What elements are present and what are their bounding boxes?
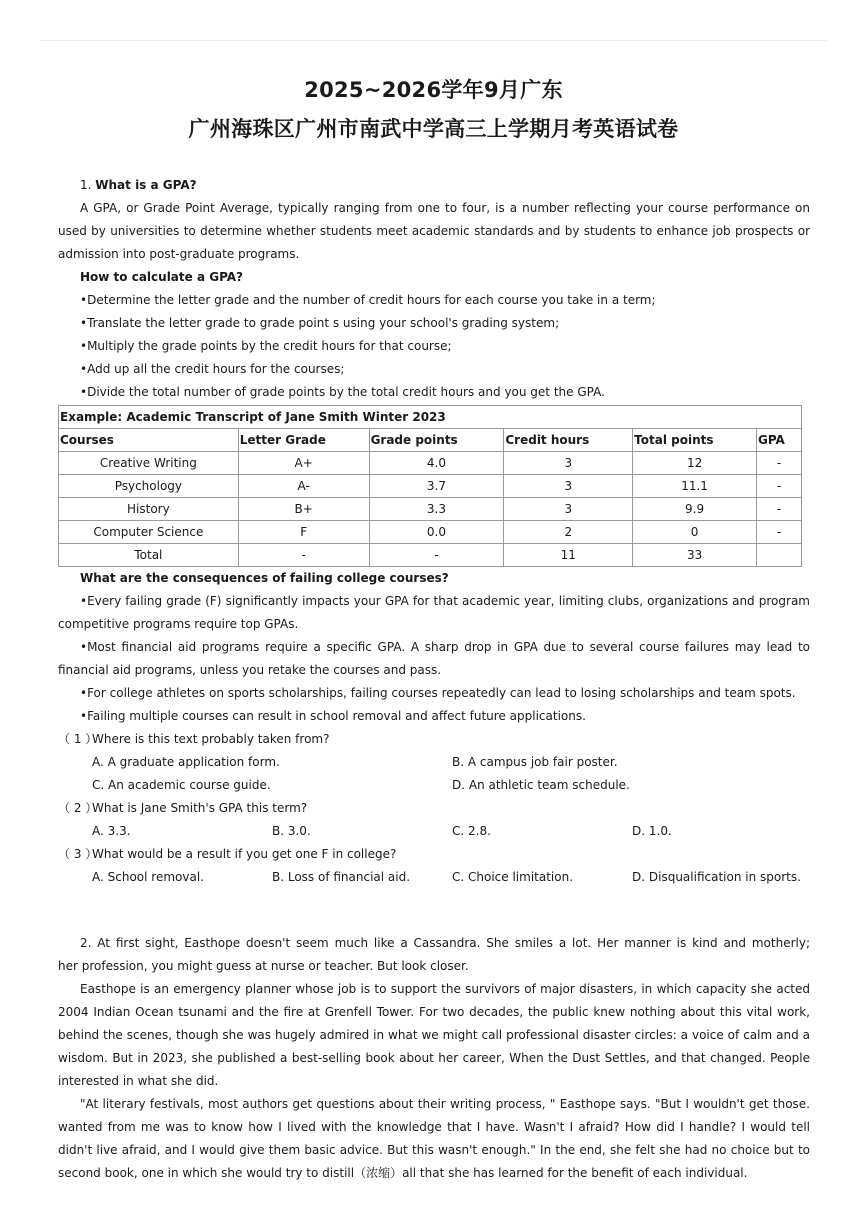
table-cell: Total [59, 544, 239, 567]
question-text: What is Jane Smith's GPA this term? [92, 801, 308, 815]
table-cell: - [369, 544, 504, 567]
transcript-table [58, 405, 802, 567]
table-cell: F [238, 521, 369, 544]
question-3 [58, 843, 810, 866]
consequence-line: •Most financial aid programs require a specific GPA. A sharp drop in GPA due to several course failures may lead to [80, 640, 810, 654]
answer-option[interactable]: D. An athletic team schedule. [452, 778, 630, 792]
column-header: Courses [59, 429, 239, 452]
table-cell: 3.7 [369, 475, 504, 498]
table-cell: 12 [633, 452, 757, 475]
table-row [59, 475, 802, 498]
table-cell: History [59, 498, 239, 521]
question-1-options-row [58, 751, 810, 774]
passage-title: What is a GPA? [95, 178, 197, 192]
question-1 [58, 728, 810, 751]
answer-option[interactable]: D. Disqualification in sports. [632, 870, 801, 884]
question-1-options-row [58, 774, 810, 797]
table-cell: - [757, 521, 802, 544]
column-header: Letter Grade [238, 429, 369, 452]
table-cell: 4.0 [369, 452, 504, 475]
table-cell: 11 [504, 544, 633, 567]
passage-number: 1. [80, 178, 92, 192]
step-item: •Add up all the credit hours for the courses; [80, 362, 345, 376]
table-cell: 0.0 [369, 521, 504, 544]
section-spacer [58, 889, 810, 932]
table-cell: A+ [238, 452, 369, 475]
step-item: •Divide the total number of grade points by the total credit hours and you get the GPA. [80, 385, 605, 399]
passage2-line: Easthope is an emergency planner whose job is to support the survivors of major disasters, in which capacity she acted [80, 982, 810, 996]
table-cell: 3 [504, 475, 633, 498]
step-item: •Multiply the grade points by the credit hours for that course; [80, 339, 452, 353]
question-2 [58, 797, 810, 820]
question-number: （ 1 ） [58, 732, 98, 746]
table-cell: - [238, 544, 369, 567]
passage2-line: interested in what she did. [58, 1074, 219, 1088]
table-header-row [59, 429, 802, 452]
answer-option[interactable]: D. 1.0. [632, 824, 672, 838]
passage2-line: 2. At first sight, Easthope doesn't seem much like a Cassandra. She smiles a lot. Her manner is kind and motherly; [80, 936, 810, 950]
question-number: （ 3 ） [58, 847, 98, 861]
answer-option[interactable]: B. 3.0. [272, 824, 311, 838]
question-text: Where is this text probably taken from? [92, 732, 330, 746]
answer-option[interactable]: A. A graduate application form. [92, 755, 280, 769]
table-row [59, 498, 802, 521]
consequence-line: •Failing multiple courses can result in school removal and affect future applications. [80, 709, 586, 723]
step-item: •Determine the letter grade and the number of credit hours for each course you take in a term; [80, 293, 656, 307]
answer-option[interactable]: C. 2.8. [452, 824, 491, 838]
table-cell: Creative Writing [59, 452, 239, 475]
table-cell [757, 544, 802, 567]
consequences-heading: What are the consequences of failing college courses? [80, 571, 449, 585]
answer-option[interactable]: B. A campus job fair poster. [452, 755, 618, 769]
table-cell: - [757, 498, 802, 521]
table-cell: 3.3 [369, 498, 504, 521]
intro-line: A GPA, or Grade Point Average, typically ranging from one to four, is a number reflecting your course performance on [80, 201, 810, 215]
passage1-heading [58, 174, 810, 197]
consequence-line: •Every failing grade (F) significantly impacts your GPA for that academic year, limiting clubs, organizations and program [80, 594, 810, 608]
column-header: GPA [757, 429, 802, 452]
answer-option[interactable]: C. Choice limitation. [452, 870, 574, 884]
column-header: Total points [633, 429, 757, 452]
intro-line: admission into post-graduate programs. [58, 247, 300, 261]
page-title-line2: 广州海珠区广州市南武中学高三上学期月考英语试卷 [188, 117, 679, 141]
answer-option[interactable]: A. 3.3. [92, 824, 131, 838]
passage2-line: "At literary festivals, most authors get questions about their writing process, " Easthope says. "But I wouldn't get those. [80, 1097, 810, 1111]
table-cell: 3 [504, 498, 633, 521]
table-cell: - [757, 475, 802, 498]
table-cell: 9.9 [633, 498, 757, 521]
table-total-row [59, 544, 802, 567]
table-caption: Example: Academic Transcript of Jane Smith Winter 2023 [59, 406, 802, 429]
passage2-line: wisdom. But in 2023, she published a best-selling book about her career, When the Dust Settles, and that changed. People [58, 1051, 810, 1065]
howto-heading: How to calculate a GPA? [80, 270, 244, 284]
table-row [59, 452, 802, 475]
answer-option[interactable]: A. School removal. [92, 870, 204, 884]
table-cell: Computer Science [59, 521, 239, 544]
passage2-line: second book, one in which she would try to distill（浓缩）all that she has learned for the benefit of each individual. [58, 1166, 748, 1180]
answer-option[interactable]: C. An academic course guide. [92, 778, 271, 792]
passage2-line: wanted from me was to know how I lived with the knowledge that I have. Wasn't I afraid? How did I handle? I would tell [58, 1120, 810, 1134]
passage2-line: behind the scenes, though she was hugely admired in what we might call professional disaster circles: a voice of calm and a [58, 1028, 810, 1042]
consequence-line: competitive programs require top GPAs. [58, 617, 299, 631]
table-cell: - [757, 452, 802, 475]
question-number: （ 2 ） [58, 801, 98, 815]
top-divider [40, 40, 827, 41]
table-cell: A- [238, 475, 369, 498]
column-header: Grade points [369, 429, 504, 452]
question-text: What would be a result if you get one F in college? [92, 847, 397, 861]
table-cell: Psychology [59, 475, 239, 498]
consequence-line: financial aid programs, unless you retake the courses and pass. [58, 663, 442, 677]
passage2-line: 2004 Indian Ocean tsunami and the fire at Grenfell Tower. For two decades, the public knew nothing about this vital work, [58, 1005, 810, 1019]
table-cell: 2 [504, 521, 633, 544]
column-header: Credit hours [504, 429, 633, 452]
table-cell: 0 [633, 521, 757, 544]
table-row [59, 521, 802, 544]
consequence-line: •For college athletes on sports scholarships, failing courses repeatedly can lead to losing scholarships and team spots. [80, 686, 796, 700]
table-cell: B+ [238, 498, 369, 521]
question-3-options-row [58, 866, 810, 889]
step-item: •Translate the letter grade to grade point s using your school's grading system; [80, 316, 560, 330]
page-title-line1: 2025~2026学年9月广东 [304, 78, 563, 102]
intro-line: used by universities to determine whether students meet academic standards and by students to enhance job prospects or [58, 224, 810, 238]
question-2-options-row [58, 820, 810, 843]
passage2-line: her profession, you might guess at nurse or teacher. But look closer. [58, 959, 469, 973]
table-cell: 3 [504, 452, 633, 475]
answer-option[interactable]: B. Loss of financial aid. [272, 870, 411, 884]
table-cell: 11.1 [633, 475, 757, 498]
document-body [58, 174, 810, 1185]
table-cell: 33 [633, 544, 757, 567]
passage2-line: didn't live afraid, and I would give them basic advice. But this wasn't enough." In the end, she felt she had no choice but to [58, 1143, 810, 1157]
